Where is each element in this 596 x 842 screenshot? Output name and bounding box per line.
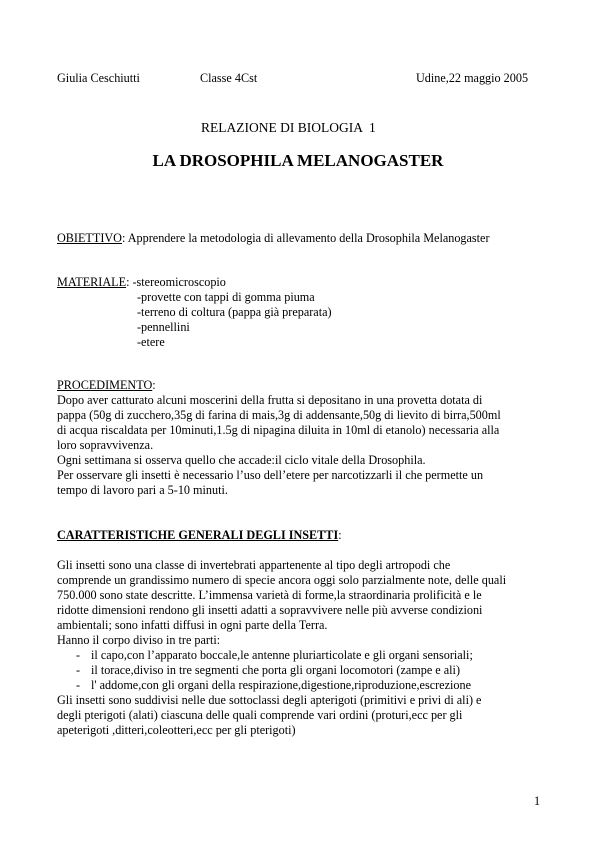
bullet-item: l' addome,con gli organi della respirazione,digestione,riproduzione,escrezione [91,678,471,692]
author-name: Giulia Ceschiutti [57,71,140,85]
insects-heading: CARATTERISTICHE GENERALI DEGLI INSETTI [57,528,339,542]
material-item: -pennellini [137,320,190,334]
procedure-label: PROCEDIMENTO [57,378,153,392]
bullet-item: il torace,diviso in tre segmenti che porta gli organi locomotori (zampe e ali) [91,663,461,677]
bullet-dash: - [76,663,81,677]
insects-line: Gli insetti sono una classe di invertebrati appartenente al tipo degli artropodi che [57,558,451,572]
material-item: -terreno di coltura (pappa già preparata) [137,305,332,319]
insects-line: comprende un grandissimo numero di specie ancora oggi solo parzialmente note, delle quali [57,573,507,587]
procedure-line: loro sopravvivenza. [57,438,154,452]
bullet-dash: - [76,648,81,662]
insects-line: apeterigoti ,ditteri,coleotteri,ecc per gli pterigoti) [57,723,296,737]
insects-line: Hanno il corpo diviso in tre parti: [57,633,221,647]
insects-heading-colon: : [338,528,342,542]
objective-line [57,231,490,246]
insects-line: ambientali; sono infatti diffusi in ogni parte della Terra. [57,618,328,632]
procedure-colon: : [152,378,156,392]
bullet-item: il capo,con l’apparato boccale,le antenne pluriarticolate e gli organi sensoriali; [91,648,473,662]
insects-line: ridotte dimensioni rendono gli insetti adatti a sopravvivere nelle più avverse condizioni [57,603,483,617]
procedure-line: pappa (50g di zucchero,35g di farina di mais,3g di addensante,50g di lievito di birra,500ml [57,408,501,422]
insects-line: Gli insetti sono suddivisi nelle due sottoclassi degli apterigoti (primitivi e privi di ali) e [57,693,482,707]
procedure-line: Dopo aver catturato alcuni moscerini della frutta si depositano in una provetta dotata di [57,393,483,407]
procedure-line: Ogni settimana si osserva quello che accade:il ciclo vitale della Drosophila. [57,453,426,467]
procedure-line: tempo di lavoro pari a 5-10 minuti. [57,483,228,497]
material-item: -provette con tappi di gomma piuma [137,290,315,304]
insects-heading-line [57,528,342,543]
material-item: -etere [137,335,165,349]
objective-label: OBIETTIVO [57,231,122,245]
procedure-line: di acqua riscaldata per 10minuti,1.5g di nipagina diluita in 10ml di etanolo) necessaria alla [57,423,500,437]
insects-line: degli pterigoti (alati) ciascuna delle quali comprende vari ordini (proturi,ecc per gli [57,708,463,722]
objective-text: : Apprendere la metodologia di allevamento della Drosophila Melanogaster [121,231,490,245]
procedure-line: Per osservare gli insetti è necessario l’uso dell’etere per narcotizzarli il che permette un [57,468,484,482]
bullet-dash: - [76,678,81,692]
insects-line: 750.000 sono state descritte. L’immensa varietà di forme,la straordinaria prolificità e le [57,588,482,602]
place-date: Udine,22 maggio 2005 [416,71,529,85]
class-label: Classe 4Cst [200,71,258,85]
page-number: 1 [534,794,541,808]
material-first-item: : -stereomicroscopio [126,275,226,289]
material-label: MATERIALE [57,275,127,289]
main-title: LA DROSOPHILA MELANOGASTER [152,151,444,170]
procedure-heading [57,378,156,393]
material-line [57,275,226,290]
report-title: RELAZIONE DI BIOLOGIA 1 [201,120,376,135]
